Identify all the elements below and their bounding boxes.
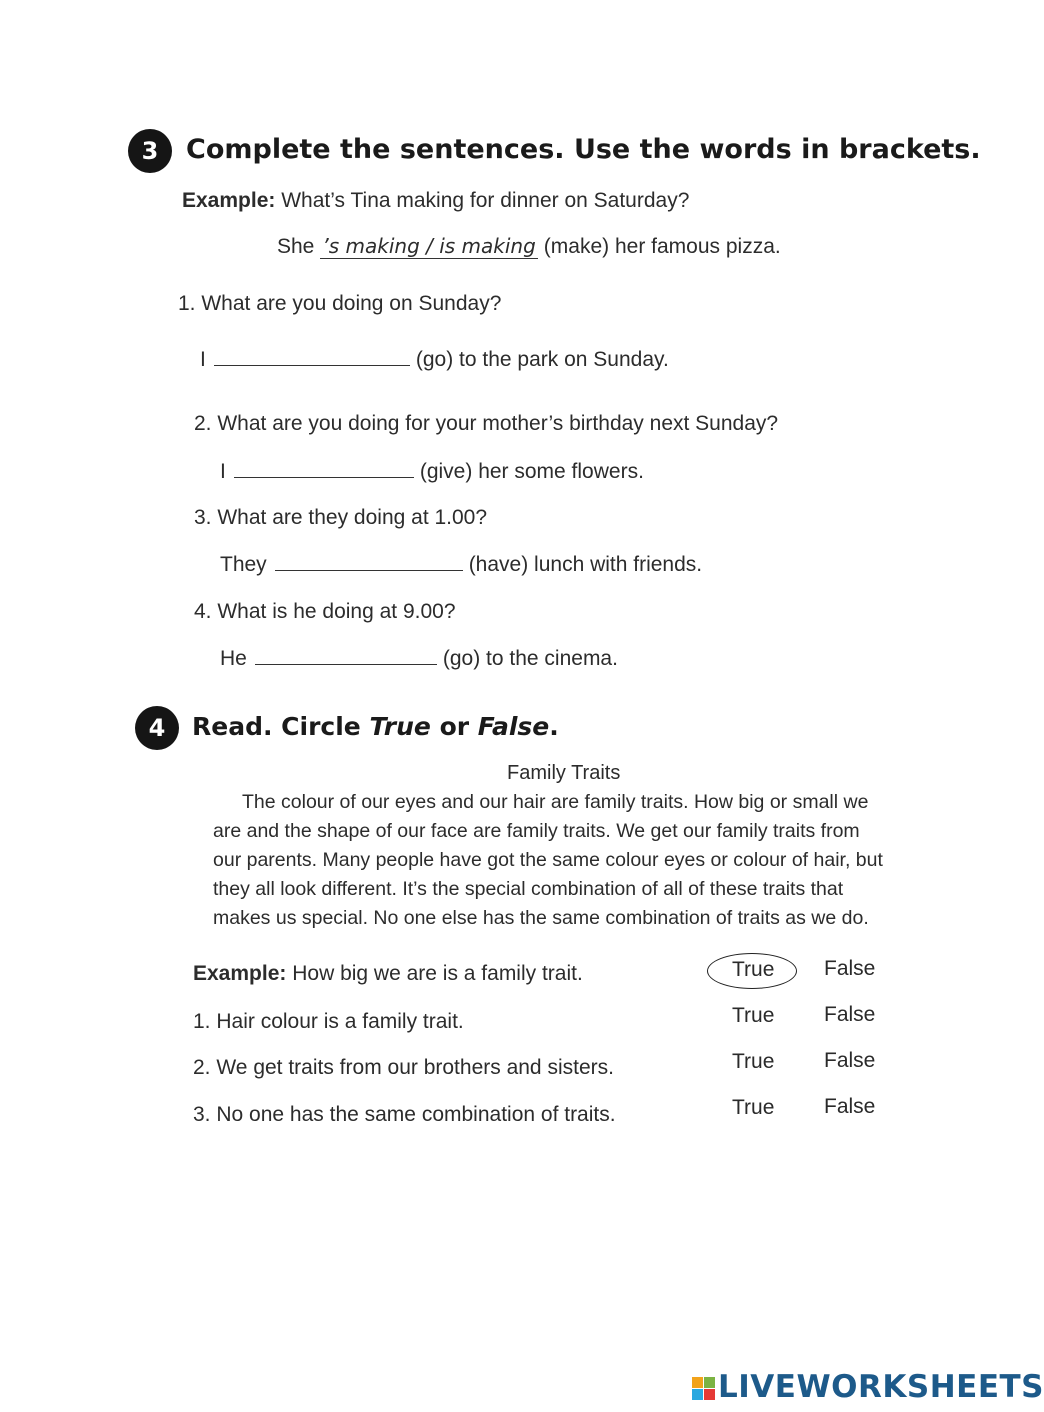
tf-statement-2 bbox=[193, 1056, 614, 1080]
answer-line-2 bbox=[220, 460, 644, 484]
answer-rest: (go) to the park on Sunday. bbox=[415, 348, 669, 371]
passage-line-4: they all look different. It’s the special combination of all of these traits that bbox=[213, 878, 844, 900]
logo-square bbox=[704, 1377, 715, 1388]
question-3 bbox=[194, 506, 487, 530]
answer-line-4 bbox=[220, 647, 618, 671]
answer-rest: (go) to the cinema. bbox=[442, 647, 618, 670]
answer-rest: (have) lunch with friends. bbox=[468, 553, 703, 576]
statement-1-true-option[interactable]: True bbox=[732, 1004, 775, 1027]
question-number: 3. bbox=[194, 506, 212, 529]
question-4 bbox=[194, 600, 456, 624]
passage-line-2: are and the shape of our face are family traits. We get our family traits from bbox=[213, 820, 860, 842]
statement-text: Hair colour is a family trait. bbox=[216, 1010, 464, 1033]
question-number: 1. bbox=[178, 292, 196, 315]
example-answer-handwritten: ’s making / is making bbox=[322, 234, 536, 258]
answer-blank-1[interactable] bbox=[214, 365, 410, 366]
question-2 bbox=[194, 412, 778, 436]
question-text: What are they doing at 1.00? bbox=[217, 506, 488, 529]
section-4-number-badge: 4 bbox=[135, 706, 179, 750]
example-question-text: What’s Tina making for dinner on Saturday? bbox=[281, 189, 690, 212]
statement-1-false-option[interactable]: False bbox=[824, 1003, 876, 1026]
statement-number: 3. bbox=[193, 1103, 211, 1126]
liveworksheets-logo-text: LIVEWORKSHEETS bbox=[718, 1369, 1044, 1405]
statement-3-true-option[interactable]: True bbox=[732, 1096, 775, 1119]
answer-line-3 bbox=[220, 553, 702, 577]
answer-subject: They bbox=[220, 553, 267, 576]
question-text: What is he doing at 9.00? bbox=[217, 600, 456, 623]
example-rest: (make) her famous pizza. bbox=[543, 235, 781, 258]
question-number: 2. bbox=[194, 412, 212, 435]
example-true-option: True bbox=[732, 958, 775, 981]
answer-line-1 bbox=[200, 348, 669, 372]
passage-line-1: The colour of our eyes and our hair are family traits. How big or small we bbox=[242, 791, 869, 813]
answer-blank-2[interactable] bbox=[234, 477, 414, 478]
answer-subject: I bbox=[220, 460, 226, 483]
answer-rest: (give) her some flowers. bbox=[419, 460, 644, 483]
logo-square bbox=[692, 1377, 703, 1388]
tf-statement-1 bbox=[193, 1010, 464, 1034]
example-label: Example: bbox=[193, 962, 287, 985]
section-3-example-question bbox=[182, 189, 689, 213]
statement-2-false-option[interactable]: False bbox=[824, 1049, 876, 1072]
statement-text: We get traits from our brothers and sisters. bbox=[216, 1056, 614, 1079]
section-3-title: Complete the sentences. Use the words in brackets. bbox=[186, 134, 981, 165]
section-4-title bbox=[192, 712, 559, 741]
logo-square bbox=[704, 1389, 715, 1400]
section-3-example-answer-line bbox=[277, 234, 781, 259]
statement-number: 2. bbox=[193, 1056, 211, 1079]
example-false-option: False bbox=[824, 957, 876, 980]
answer-subject: He bbox=[220, 647, 247, 670]
example-label: Example: bbox=[182, 189, 276, 212]
statement-text: No one has the same combination of traits. bbox=[216, 1103, 616, 1126]
question-1 bbox=[178, 292, 501, 316]
statement-2-true-option[interactable]: True bbox=[732, 1050, 775, 1073]
title-true-word: True bbox=[369, 712, 431, 741]
answer-blank-4[interactable] bbox=[255, 664, 437, 665]
question-number: 4. bbox=[194, 600, 212, 623]
statement-3-false-option[interactable]: False bbox=[824, 1095, 876, 1118]
question-text: What are you doing on Sunday? bbox=[201, 292, 502, 315]
example-subject: She bbox=[277, 235, 315, 258]
tf-example-statement bbox=[193, 962, 583, 986]
answer-subject: I bbox=[200, 348, 206, 371]
answer-blank-3[interactable] bbox=[275, 570, 463, 571]
passage-line-3: our parents. Many people have got the same colour eyes or colour of hair, but bbox=[213, 849, 883, 871]
title-part: . bbox=[549, 712, 559, 741]
passage-line-5: makes us special. No one else has the same combination of traits as we do. bbox=[213, 907, 869, 929]
title-part: or bbox=[430, 712, 478, 741]
section-3-number-badge: 3 bbox=[128, 129, 172, 173]
statement-number: 1. bbox=[193, 1010, 211, 1033]
question-text: What are you doing for your mother’s birthday next Sunday? bbox=[217, 412, 779, 435]
passage-title: Family Traits bbox=[507, 762, 621, 784]
example-statement-text: How big we are is a family trait. bbox=[292, 962, 583, 985]
title-false-word: False bbox=[477, 712, 550, 741]
logo-square bbox=[692, 1389, 703, 1400]
title-part: Read. Circle bbox=[192, 712, 370, 741]
liveworksheets-logo-icon bbox=[692, 1377, 715, 1400]
tf-statement-3 bbox=[193, 1103, 616, 1127]
